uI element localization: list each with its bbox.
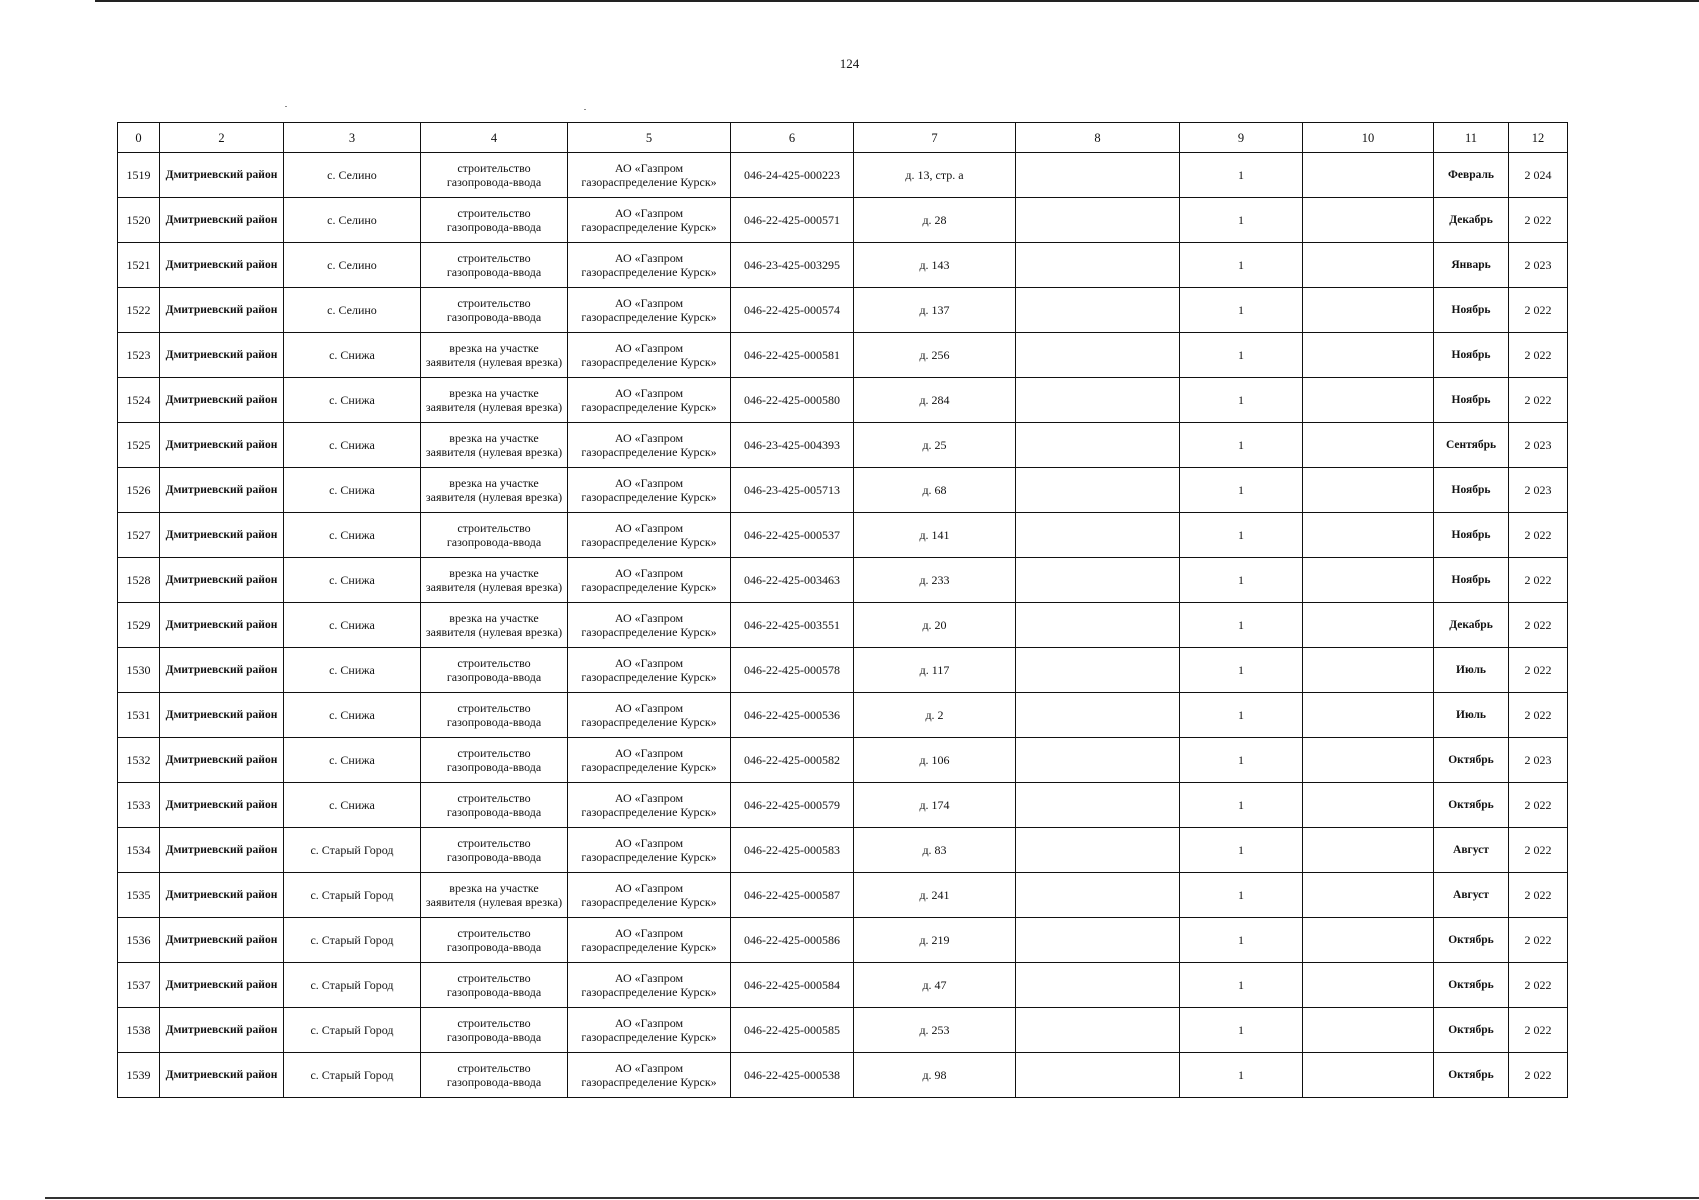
quantity-cell: 1: [1180, 558, 1303, 603]
month-cell: Ноябрь: [1434, 378, 1509, 423]
quantity-cell: 1: [1180, 648, 1303, 693]
work-type-cell: строительство газопровода-ввода: [421, 513, 568, 558]
month-cell: Октябрь: [1434, 963, 1509, 1008]
month-cell: Сентябрь: [1434, 423, 1509, 468]
locality-cell: с. Селино: [284, 153, 421, 198]
locality-cell: с. Старый Город: [284, 828, 421, 873]
work-type-cell: строительство газопровода-ввода: [421, 828, 568, 873]
locality-cell: с. Снижа: [284, 738, 421, 783]
year-cell: 2 022: [1509, 378, 1568, 423]
month-cell: Октябрь: [1434, 918, 1509, 963]
year-cell: 2 022: [1509, 558, 1568, 603]
month-cell: Декабрь: [1434, 198, 1509, 243]
row-number-cell: 1525: [118, 423, 160, 468]
application-code-cell: 046-22-425-000571: [731, 198, 854, 243]
address-cell: д. 28: [854, 198, 1016, 243]
organization-cell: АО «Газпром газораспределение Курск»: [568, 513, 731, 558]
month-cell: Январь: [1434, 243, 1509, 288]
organization-cell: АО «Газпром газораспределение Курск»: [568, 378, 731, 423]
table-row: [118, 963, 1568, 1008]
organization-cell: АО «Газпром газораспределение Курск»: [568, 828, 731, 873]
month-cell: Октябрь: [1434, 1053, 1509, 1098]
locality-cell: с. Старый Город: [284, 873, 421, 918]
work-type-cell: врезка на участке заявителя (нулевая врезка): [421, 468, 568, 513]
work-type-cell: врезка на участке заявителя (нулевая врезка): [421, 333, 568, 378]
column-8-cell: [1016, 693, 1180, 738]
address-cell: д. 143: [854, 243, 1016, 288]
column-10-cell: [1303, 1053, 1434, 1098]
application-code-cell: 046-22-425-003463: [731, 558, 854, 603]
work-type-cell: строительство газопровода-ввода: [421, 153, 568, 198]
locality-cell: с. Снижа: [284, 648, 421, 693]
work-type-cell: врезка на участке заявителя (нулевая врезка): [421, 873, 568, 918]
column-10-cell: [1303, 243, 1434, 288]
work-type-cell: врезка на участке заявителя (нулевая врезка): [421, 423, 568, 468]
locality-cell: с. Снижа: [284, 378, 421, 423]
work-type-cell: строительство газопровода-ввода: [421, 693, 568, 738]
district-cell: Дмитриевский район: [160, 513, 284, 558]
application-code-cell: 046-22-425-000582: [731, 738, 854, 783]
row-number-cell: 1529: [118, 603, 160, 648]
quantity-cell: 1: [1180, 783, 1303, 828]
organization-cell: АО «Газпром газораспределение Курск»: [568, 558, 731, 603]
quantity-cell: 1: [1180, 738, 1303, 783]
table-row: [118, 1008, 1568, 1053]
scan-border-top: [95, 0, 1699, 2]
year-cell: 2 023: [1509, 738, 1568, 783]
district-cell: Дмитриевский район: [160, 648, 284, 693]
month-cell: Февраль: [1434, 153, 1509, 198]
quantity-cell: 1: [1180, 1053, 1303, 1098]
column-10-cell: [1303, 333, 1434, 378]
work-type-cell: строительство газопровода-ввода: [421, 963, 568, 1008]
application-code-cell: 046-22-425-000583: [731, 828, 854, 873]
locality-cell: с. Селино: [284, 243, 421, 288]
row-number-cell: 1530: [118, 648, 160, 693]
quantity-cell: 1: [1180, 1008, 1303, 1053]
column-10-cell: [1303, 918, 1434, 963]
table-row: [118, 423, 1568, 468]
year-cell: 2 022: [1509, 333, 1568, 378]
column-10-cell: [1303, 693, 1434, 738]
row-number-cell: 1524: [118, 378, 160, 423]
column-8-cell: [1016, 603, 1180, 648]
year-cell: 2 022: [1509, 1053, 1568, 1098]
address-cell: д. 13, стр. а: [854, 153, 1016, 198]
organization-cell: АО «Газпром газораспределение Курск»: [568, 693, 731, 738]
district-cell: Дмитриевский район: [160, 1008, 284, 1053]
row-number-cell: 1539: [118, 1053, 160, 1098]
month-cell: Ноябрь: [1434, 468, 1509, 513]
table-row: [118, 828, 1568, 873]
year-cell: 2 022: [1509, 1008, 1568, 1053]
application-code-cell: 046-22-425-000584: [731, 963, 854, 1008]
row-number-cell: 1520: [118, 198, 160, 243]
column-10-cell: [1303, 828, 1434, 873]
locality-cell: с. Снижа: [284, 468, 421, 513]
district-cell: Дмитриевский район: [160, 558, 284, 603]
locality-cell: с. Снижа: [284, 513, 421, 558]
work-type-cell: врезка на участке заявителя (нулевая врезка): [421, 603, 568, 648]
address-cell: д. 83: [854, 828, 1016, 873]
work-type-cell: строительство газопровода-ввода: [421, 918, 568, 963]
table-row: [118, 558, 1568, 603]
quantity-cell: 1: [1180, 918, 1303, 963]
organization-cell: АО «Газпром газораспределение Курск»: [568, 288, 731, 333]
district-cell: Дмитриевский район: [160, 243, 284, 288]
column-10-cell: [1303, 378, 1434, 423]
quantity-cell: 1: [1180, 333, 1303, 378]
table-row: [118, 648, 1568, 693]
table-row: [118, 873, 1568, 918]
column-10-cell: [1303, 513, 1434, 558]
column-8-cell: [1016, 288, 1180, 333]
quantity-cell: 1: [1180, 198, 1303, 243]
application-code-cell: 046-22-425-000578: [731, 648, 854, 693]
column-8-cell: [1016, 333, 1180, 378]
year-cell: 2 023: [1509, 468, 1568, 513]
work-type-cell: строительство газопровода-ввода: [421, 648, 568, 693]
month-cell: Июль: [1434, 648, 1509, 693]
application-code-cell: 046-22-425-000538: [731, 1053, 854, 1098]
application-code-cell: 046-23-425-004393: [731, 423, 854, 468]
column-8-cell: [1016, 153, 1180, 198]
table-row: [118, 198, 1568, 243]
column-10-cell: [1303, 1008, 1434, 1053]
organization-cell: АО «Газпром газораспределение Курск»: [568, 918, 731, 963]
address-cell: д. 241: [854, 873, 1016, 918]
district-cell: Дмитриевский район: [160, 198, 284, 243]
locality-cell: с. Старый Город: [284, 963, 421, 1008]
month-cell: Ноябрь: [1434, 558, 1509, 603]
column-header: 3: [284, 123, 421, 153]
table-row: [118, 603, 1568, 648]
month-cell: Ноябрь: [1434, 333, 1509, 378]
address-cell: д. 20: [854, 603, 1016, 648]
organization-cell: АО «Газпром газораспределение Курск»: [568, 963, 731, 1008]
table-row: [118, 378, 1568, 423]
work-type-cell: врезка на участке заявителя (нулевая врезка): [421, 378, 568, 423]
application-code-cell: 046-22-425-000537: [731, 513, 854, 558]
address-cell: д. 253: [854, 1008, 1016, 1053]
organization-cell: АО «Газпром газораспределение Курск»: [568, 468, 731, 513]
quantity-cell: 1: [1180, 243, 1303, 288]
organization-cell: АО «Газпром газораспределение Курск»: [568, 1053, 731, 1098]
row-number-cell: 1533: [118, 783, 160, 828]
locality-cell: с. Старый Город: [284, 1008, 421, 1053]
quantity-cell: 1: [1180, 468, 1303, 513]
address-cell: д. 47: [854, 963, 1016, 1008]
organization-cell: АО «Газпром газораспределение Курск»: [568, 783, 731, 828]
row-number-cell: 1522: [118, 288, 160, 333]
month-cell: Октябрь: [1434, 738, 1509, 783]
address-cell: д. 106: [854, 738, 1016, 783]
column-10-cell: [1303, 153, 1434, 198]
address-cell: д. 137: [854, 288, 1016, 333]
application-code-cell: 046-22-425-000574: [731, 288, 854, 333]
table-row: [118, 468, 1568, 513]
column-header: 8: [1016, 123, 1180, 153]
work-type-cell: врезка на участке заявителя (нулевая врезка): [421, 558, 568, 603]
scan-speck: [285, 106, 287, 107]
month-cell: Август: [1434, 873, 1509, 918]
table-row: [118, 288, 1568, 333]
table-row: [118, 738, 1568, 783]
row-number-cell: 1521: [118, 243, 160, 288]
district-cell: Дмитриевский район: [160, 873, 284, 918]
table-body: [118, 153, 1568, 1098]
locality-cell: с. Снижа: [284, 423, 421, 468]
column-header: 12: [1509, 123, 1568, 153]
address-cell: д. 68: [854, 468, 1016, 513]
month-cell: Октябрь: [1434, 1008, 1509, 1053]
column-10-cell: [1303, 783, 1434, 828]
address-cell: д. 98: [854, 1053, 1016, 1098]
column-10-cell: [1303, 873, 1434, 918]
column-10-cell: [1303, 423, 1434, 468]
year-cell: 2 022: [1509, 198, 1568, 243]
address-cell: д. 284: [854, 378, 1016, 423]
work-type-cell: строительство газопровода-ввода: [421, 243, 568, 288]
year-cell: 2 022: [1509, 828, 1568, 873]
year-cell: 2 022: [1509, 288, 1568, 333]
row-number-cell: 1531: [118, 693, 160, 738]
row-number-cell: 1536: [118, 918, 160, 963]
column-8-cell: [1016, 513, 1180, 558]
row-number-cell: 1534: [118, 828, 160, 873]
address-cell: д. 25: [854, 423, 1016, 468]
month-cell: Ноябрь: [1434, 513, 1509, 558]
column-8-cell: [1016, 648, 1180, 693]
month-cell: Июль: [1434, 693, 1509, 738]
district-cell: Дмитриевский район: [160, 333, 284, 378]
column-header: 6: [731, 123, 854, 153]
organization-cell: АО «Газпром газораспределение Курск»: [568, 873, 731, 918]
row-number-cell: 1535: [118, 873, 160, 918]
scan-border-bottom: [45, 1197, 1699, 1199]
table-row: [118, 243, 1568, 288]
column-header: 5: [568, 123, 731, 153]
column-10-cell: [1303, 603, 1434, 648]
work-type-cell: строительство газопровода-ввода: [421, 783, 568, 828]
row-number-cell: 1527: [118, 513, 160, 558]
row-number-cell: 1532: [118, 738, 160, 783]
column-10-cell: [1303, 468, 1434, 513]
column-10-cell: [1303, 198, 1434, 243]
column-header: 9: [1180, 123, 1303, 153]
work-type-cell: строительство газопровода-ввода: [421, 738, 568, 783]
column-8-cell: [1016, 963, 1180, 1008]
year-cell: 2 022: [1509, 513, 1568, 558]
district-cell: Дмитриевский район: [160, 963, 284, 1008]
organization-cell: АО «Газпром газораспределение Курск»: [568, 423, 731, 468]
district-cell: Дмитриевский район: [160, 468, 284, 513]
application-code-cell: 046-22-425-000580: [731, 378, 854, 423]
year-cell: 2 022: [1509, 603, 1568, 648]
locality-cell: с. Снижа: [284, 603, 421, 648]
column-10-cell: [1303, 648, 1434, 693]
column-header: 11: [1434, 123, 1509, 153]
locality-cell: с. Снижа: [284, 333, 421, 378]
district-cell: Дмитриевский район: [160, 423, 284, 468]
scan-speck: [584, 109, 586, 110]
address-cell: д. 174: [854, 783, 1016, 828]
row-number-cell: 1528: [118, 558, 160, 603]
locality-cell: с. Старый Город: [284, 918, 421, 963]
row-number-cell: 1526: [118, 468, 160, 513]
column-8-cell: [1016, 423, 1180, 468]
application-code-cell: 046-22-425-000581: [731, 333, 854, 378]
year-cell: 2 022: [1509, 693, 1568, 738]
year-cell: 2 023: [1509, 243, 1568, 288]
organization-cell: АО «Газпром газораспределение Курск»: [568, 333, 731, 378]
address-cell: д. 256: [854, 333, 1016, 378]
column-8-cell: [1016, 783, 1180, 828]
column-8-cell: [1016, 738, 1180, 783]
column-header: 0: [118, 123, 160, 153]
district-cell: Дмитриевский район: [160, 828, 284, 873]
table-row: [118, 693, 1568, 738]
work-type-cell: строительство газопровода-ввода: [421, 198, 568, 243]
locality-cell: с. Селино: [284, 198, 421, 243]
quantity-cell: 1: [1180, 828, 1303, 873]
column-header: 10: [1303, 123, 1434, 153]
work-type-cell: строительство газопровода-ввода: [421, 1053, 568, 1098]
year-cell: 2 022: [1509, 783, 1568, 828]
address-cell: д. 141: [854, 513, 1016, 558]
quantity-cell: 1: [1180, 288, 1303, 333]
table-row: [118, 513, 1568, 558]
row-number-cell: 1537: [118, 963, 160, 1008]
district-cell: Дмитриевский район: [160, 603, 284, 648]
year-cell: 2 022: [1509, 873, 1568, 918]
row-number-cell: 1519: [118, 153, 160, 198]
column-8-cell: [1016, 918, 1180, 963]
application-code-cell: 046-22-425-003551: [731, 603, 854, 648]
column-8-cell: [1016, 378, 1180, 423]
column-8-cell: [1016, 873, 1180, 918]
month-cell: Август: [1434, 828, 1509, 873]
month-cell: Декабрь: [1434, 603, 1509, 648]
quantity-cell: 1: [1180, 423, 1303, 468]
page-number: 124: [839, 56, 860, 71]
application-code-cell: 046-22-425-000587: [731, 873, 854, 918]
column-8-cell: [1016, 198, 1180, 243]
column-8-cell: [1016, 243, 1180, 288]
district-cell: Дмитриевский район: [160, 378, 284, 423]
quantity-cell: 1: [1180, 153, 1303, 198]
column-header: 2: [160, 123, 284, 153]
column-8-cell: [1016, 1008, 1180, 1053]
month-cell: Октябрь: [1434, 783, 1509, 828]
organization-cell: АО «Газпром газораспределение Курск»: [568, 603, 731, 648]
column-10-cell: [1303, 963, 1434, 1008]
year-cell: 2 022: [1509, 648, 1568, 693]
application-code-cell: 046-23-425-003295: [731, 243, 854, 288]
district-cell: Дмитриевский район: [160, 1053, 284, 1098]
organization-cell: АО «Газпром газораспределение Курск»: [568, 648, 731, 693]
table-row: [118, 783, 1568, 828]
district-cell: Дмитриевский район: [160, 783, 284, 828]
quantity-cell: 1: [1180, 603, 1303, 648]
locality-cell: с. Старый Город: [284, 1053, 421, 1098]
quantity-cell: 1: [1180, 873, 1303, 918]
application-code-cell: 046-22-425-000585: [731, 1008, 854, 1053]
organization-cell: АО «Газпром газораспределение Курск»: [568, 243, 731, 288]
registry-table: [117, 122, 1568, 1098]
column-8-cell: [1016, 468, 1180, 513]
column-header: 4: [421, 123, 568, 153]
table-row: [118, 1053, 1568, 1098]
year-cell: 2 022: [1509, 918, 1568, 963]
month-cell: Ноябрь: [1434, 288, 1509, 333]
column-8-cell: [1016, 1053, 1180, 1098]
locality-cell: с. Селино: [284, 288, 421, 333]
application-code-cell: 046-22-425-000586: [731, 918, 854, 963]
address-cell: д. 233: [854, 558, 1016, 603]
quantity-cell: 1: [1180, 693, 1303, 738]
quantity-cell: 1: [1180, 963, 1303, 1008]
table-row: [118, 333, 1568, 378]
column-10-cell: [1303, 558, 1434, 603]
district-cell: Дмитриевский район: [160, 693, 284, 738]
quantity-cell: 1: [1180, 513, 1303, 558]
work-type-cell: строительство газопровода-ввода: [421, 288, 568, 333]
header-row: [118, 123, 1568, 153]
district-cell: Дмитриевский район: [160, 288, 284, 333]
district-cell: Дмитриевский район: [160, 738, 284, 783]
organization-cell: АО «Газпром газораспределение Курск»: [568, 738, 731, 783]
address-cell: д. 117: [854, 648, 1016, 693]
locality-cell: с. Снижа: [284, 693, 421, 738]
table-row: [118, 153, 1568, 198]
column-8-cell: [1016, 828, 1180, 873]
locality-cell: с. Снижа: [284, 558, 421, 603]
row-number-cell: 1523: [118, 333, 160, 378]
organization-cell: АО «Газпром газораспределение Курск»: [568, 198, 731, 243]
application-code-cell: 046-23-425-005713: [731, 468, 854, 513]
year-cell: 2 022: [1509, 963, 1568, 1008]
quantity-cell: 1: [1180, 378, 1303, 423]
row-number-cell: 1538: [118, 1008, 160, 1053]
locality-cell: с. Снижа: [284, 783, 421, 828]
organization-cell: АО «Газпром газораспределение Курск»: [568, 153, 731, 198]
address-cell: д. 219: [854, 918, 1016, 963]
table-row: [118, 918, 1568, 963]
application-code-cell: 046-24-425-000223: [731, 153, 854, 198]
district-cell: Дмитриевский район: [160, 153, 284, 198]
work-type-cell: строительство газопровода-ввода: [421, 1008, 568, 1053]
column-8-cell: [1016, 558, 1180, 603]
address-cell: д. 2: [854, 693, 1016, 738]
year-cell: 2 023: [1509, 423, 1568, 468]
column-header: 7: [854, 123, 1016, 153]
column-10-cell: [1303, 738, 1434, 783]
application-code-cell: 046-22-425-000579: [731, 783, 854, 828]
application-code-cell: 046-22-425-000536: [731, 693, 854, 738]
district-cell: Дмитриевский район: [160, 918, 284, 963]
column-10-cell: [1303, 288, 1434, 333]
organization-cell: АО «Газпром газораспределение Курск»: [568, 1008, 731, 1053]
year-cell: 2 024: [1509, 153, 1568, 198]
